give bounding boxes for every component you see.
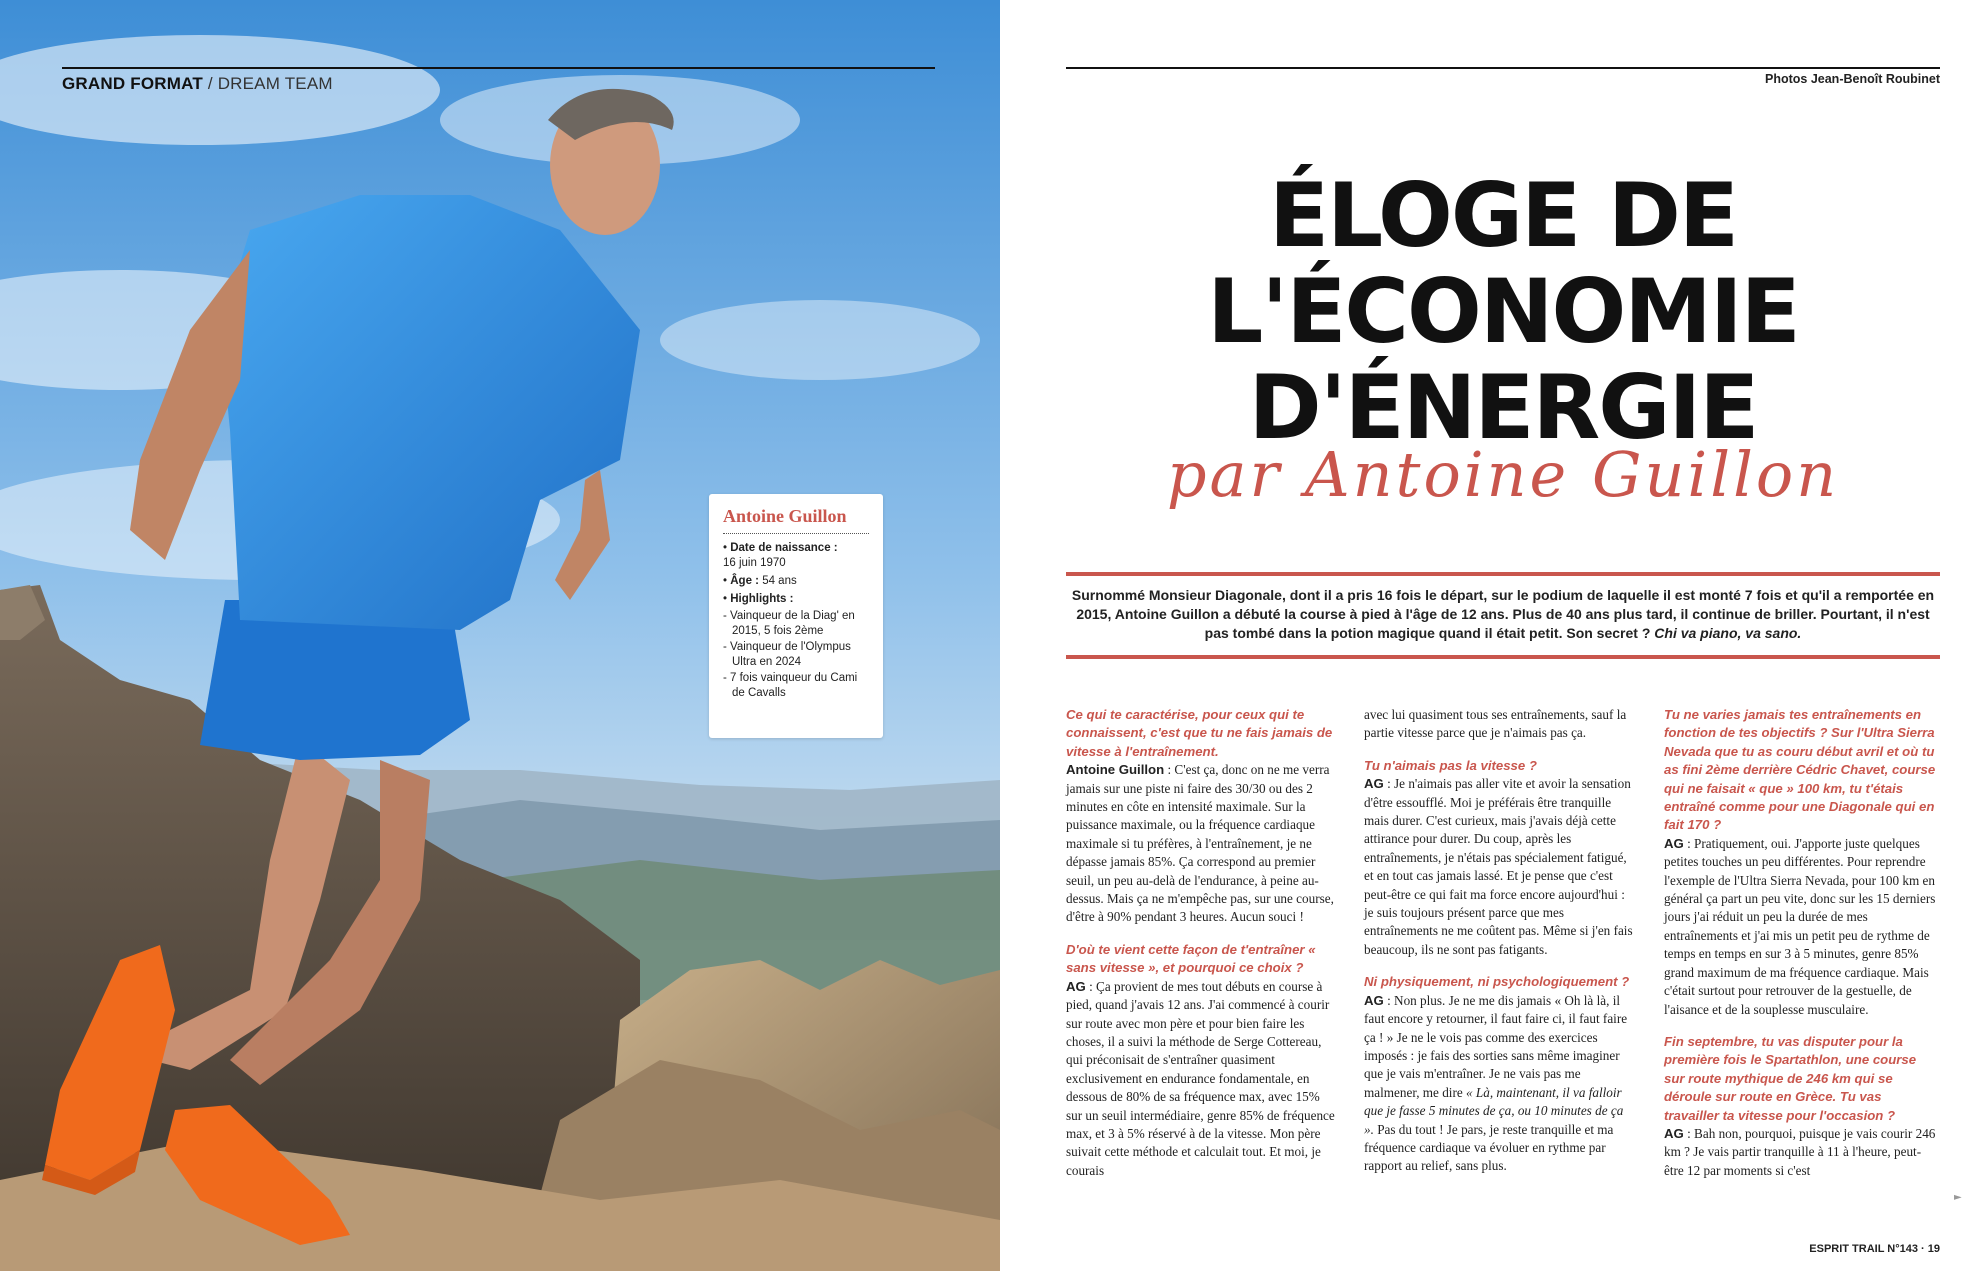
- speaker: AG: [1664, 835, 1684, 851]
- question: Tu ne varies jamais tes entraînements en fonction de tes objectifs ? Sur l'Ultra Sierra Nevada que tu as couru début avril et où tu as fini 2ème derrière Cédric Chavet, course qui ne faisait « que » 100 km, tu t'étais entraîné comme pour une Diagonale qui en fait 170 ?: [1664, 707, 1936, 833]
- answer: [1066, 761, 1338, 927]
- athlete-info-card: [709, 494, 883, 738]
- speaker: AG: [1364, 992, 1384, 1008]
- byline: par Antoine Guillon: [1166, 438, 1840, 511]
- question: Tu n'aimais pas la vitesse ?: [1364, 757, 1537, 773]
- answer: [1364, 775, 1636, 959]
- answer: [1364, 992, 1636, 1176]
- answer-text: : Bah non, pourquoi, puisque je vais courir 246 km ? Je vais partir tranquille à 11 à l'heure, peut-être 12 par moments si c'est: [1664, 1125, 1936, 1178]
- headline: [1066, 164, 1940, 459]
- intro-text: Surnommé Monsieur Diagonale, dont il a pris 16 fois le départ, sur le podium de laquelle il est monté 7 fois et qu'il a remportée en 2015, Antoine Guillon a débuté la course à pied à l'âge de 12 ans. Plus de 40 ans plus tard, il continue de briller. Pourtant, il n'est pas tombé dans la potion magique quand il était petit. Son secret ?: [1071, 587, 1935, 641]
- birth-label: Date de naissance :: [730, 542, 838, 554]
- answer-text: : Non plus. Je ne me dis jamais « Oh là là, il faut encore y retourner, il faut faire ci, il faut faire ça ! » Je ne le vois pas comme des exercices imposés : je fais des sorties sans même imaginer que je vais m'entraîner. Je ne vais pas me malmener, me dire: [1364, 992, 1628, 1100]
- age-value: 54 ans: [762, 575, 797, 587]
- question: D'où te vient cette façon de t'entraîner « sans vitesse », et pourquoi ce choix ?: [1066, 941, 1316, 976]
- section-label: [62, 74, 333, 94]
- speaker: AG: [1066, 978, 1086, 994]
- top-rule-right: [1066, 67, 1940, 69]
- birth-line: • Date de naissance :: [723, 542, 838, 554]
- highlights-label: Highlights :: [730, 593, 794, 605]
- answer-text: : Pratiquement, oui. J'apporte juste quelques petites touches un peu différentes. Pour reprendre l'exemple de l'Ultra Sierra Nevada, pour 100 km en général ça part un peu vite, donc sur les 15 derniers jours j'ai réduit un peu la durée de mes entraînements et j'ai mis un petit peu de rythme de temps en temps en sur 3 à 5 minutes, genre 85% grand maximum de ma fréquence cardiaque. Mais c'était surtout pour retrouver de la gestuelle, de l'aisance et de la souplesse musculaire.: [1664, 835, 1936, 1017]
- headline-line: D'ÉNERGIE: [1248, 356, 1758, 459]
- folio: ESPRIT TRAIL N°143 · 19: [1809, 1243, 1940, 1255]
- top-rule-left: [62, 67, 935, 69]
- intro-italic: Chi va piano, va sano.: [1654, 625, 1802, 641]
- athlete-name: Antoine Guillon: [723, 506, 847, 526]
- section-separator: /: [202, 74, 218, 93]
- age-line: • Âge : 54 ans: [723, 575, 797, 587]
- intro-rule-bottom: [1066, 655, 1940, 659]
- photo-credit: Photos Jean-Benoît Roubinet: [1765, 72, 1940, 86]
- section-strong: GRAND FORMAT: [62, 74, 203, 93]
- answer-text: Pas du tout ! Je pars, je reste tranquille et ma fréquence cardiaque va évoluer en rythme par rapport au relief, sans plus.: [1364, 1121, 1614, 1174]
- answer: [1664, 1125, 1936, 1180]
- text-column-2: [1364, 706, 1636, 1190]
- highlight-item: - 7 fois vainqueur du Cami de Cavalls: [723, 672, 858, 699]
- highlight-item: - Vainqueur de l'Olympus Ultra en 2024: [723, 641, 851, 668]
- card-divider: [723, 533, 869, 534]
- speaker: AG: [1364, 776, 1384, 792]
- text-column-3: [1664, 706, 1936, 1194]
- intro-rule-top: [1066, 572, 1940, 576]
- speaker: AG: [1664, 1125, 1684, 1141]
- intro-paragraph: [1066, 586, 1940, 643]
- age-label: Âge :: [730, 575, 759, 587]
- section-light: DREAM TEAM: [217, 74, 333, 93]
- highlight-item: - Vainqueur de la Diag' en 2015, 5 fois 2ème: [723, 610, 855, 637]
- question: Ni physiquement, ni psychologiquement ?: [1364, 974, 1630, 990]
- question: Ce qui te caractérise, pour ceux qui te connaissent, c'est que tu ne fais jamais de vitesse à l'entraînement.: [1066, 707, 1333, 759]
- answer-text: : C'est ça, donc on ne me verra jamais sur une piste ni faire des 30/30 ou des 2 minutes en côte en intensité maximale. Sur la puissance maximale, ou la fréquence cardiaque maximale si tu préfères, à l'entraînement, je ne dépasse jamais 85%. Ça correspond au premier seuil, un peu au-delà de l'endurance, à peine au-dessus. Mais ça ne m'empêche pas, sur une course, d'être à 90% pendant 3 heures. Aucun souci !: [1066, 762, 1334, 925]
- speaker: Antoine Guillon: [1066, 762, 1165, 778]
- answer: [1664, 835, 1936, 1019]
- answer-continued: avec lui quasiment tous ses entraînements, sauf la partie vitesse parce que je n'aimais pas ça.: [1364, 707, 1627, 741]
- highlights-line: • Highlights :: [723, 593, 794, 605]
- question: Fin septembre, tu vas disputer pour la première fois le Spartathlon, une course sur route mythique de 246 km qui se déroule sur route en Grèce. Tu vas travailler ta vitesse pour l'occasion ?: [1664, 1033, 1917, 1123]
- next-page-arrow-icon: ►: [1954, 1192, 1962, 1203]
- headline-line: L'ÉCONOMIE: [1207, 260, 1799, 363]
- headline-line: ÉLOGE DE: [1269, 164, 1737, 267]
- answer-italic: « Là, maintenant, il va falloir que je fasse 5 minutes de ça, ou 10 minutes de ça ».: [1364, 1084, 1624, 1137]
- answer: [1066, 978, 1338, 1180]
- text-column-1: [1066, 706, 1338, 1194]
- answer-text: : Je n'aimais pas aller vite et avoir la sensation d'être essoufflé. Moi je préférais être tranquille mais durer. C'est curieux, mais j'avais déjà cette attirance pour durer. Du coup, après les entraînements, je n'étais pas spécialement fatigué, et en tout cas jamais lassé. Et je pense que c'est peut-être ce qui fait ma force encore aujourd'hui : je suis toujours présent parce que mes entraînements ne me coûtent pas. Même si j'en fais beaucoup, ils ne sont pas fatigants.: [1364, 776, 1633, 957]
- birth-value: 16 juin 1970: [723, 557, 786, 569]
- answer-text: : Ça provient de mes tout débuts en course à pied, quand j'avais 12 ans. J'ai commencé à courir sur route avec mon père et pour bien faire les choses, il a suivi la méthode de Serge Cottereau, qui préconisait de s'entraîner quasiment exclusivement en endurance fondamentale, en dessous de 80% de sa fréquence max, avec 15% sur un seuil intermédiaire, genre 85% de fréquence max, et 3 à 5% réservé à de la vitesse. Mon père suivait cette méthode et calculait tout. Et moi, je courais: [1066, 978, 1335, 1178]
